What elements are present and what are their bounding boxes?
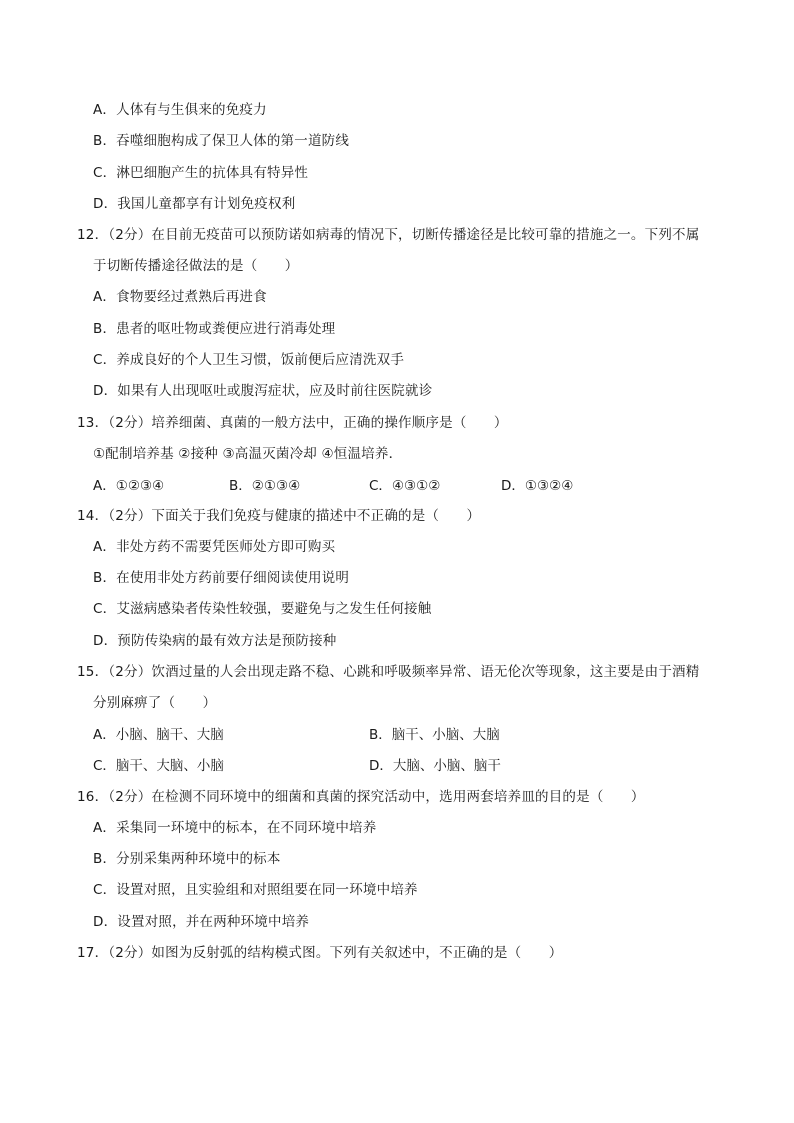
- q15-option-d: D．大脑、小脑、脑干: [369, 758, 501, 774]
- q12-stem-line2: 于切断传播途径做法的是（ ）: [93, 258, 299, 274]
- q12-option-d: D．如果有人出现呕吐或腹泻症状，应及时前往医院就诊: [93, 383, 433, 399]
- q16-option-c: C．设置对照，且实验组和对照组要在同一环境中培养: [93, 882, 418, 898]
- q11-option-d: D．我国儿童都享有计划免疫权利: [93, 196, 296, 212]
- q16-stem: 16．（2分）在检测不同环境中的细菌和真菌的探究活动中，选用两套培养皿的目的是（ ）: [77, 789, 645, 805]
- q17-stem: 17．（2分）如图为反射弧的结构模式图。下列有关叙述中，不正确的是（ ）: [77, 945, 563, 961]
- q12-option-b: B．患者的呕吐物或粪便应进行消毒处理: [93, 321, 336, 337]
- q15-stem-line2: 分别麻痹了（ ）: [93, 695, 217, 711]
- q11-option-c: C．淋巴细胞产生的抗体具有特异性: [93, 165, 309, 181]
- q13-stem: 13．（2分）培养细菌、真菌的一般方法中，正确的操作顺序是（ ）: [77, 415, 508, 431]
- q13-steps: ①配制培养基 ②接种 ③高温灭菌冷却 ④恒温培养．: [93, 446, 403, 462]
- q14-option-a: A．非处方药不需要凭医师处方即可购买: [93, 539, 336, 555]
- q14-option-d: D．预防传染病的最有效方法是预防接种: [93, 633, 337, 649]
- q11-option-b: B．吞噬细胞构成了保卫人体的第一道防线: [93, 133, 350, 149]
- q16-option-b: B．分别采集两种环境中的标本: [93, 851, 281, 867]
- q12-stem-line1: 12．（2分）在目前无疫苗可以预防诺如病毒的情况下，切断传播途径是比较可靠的措施之一。下列不属: [77, 227, 700, 243]
- q15-stem-line1: 15．（2分）饮酒过量的人会出现走路不稳、心跳和呼吸频率异常、语无伦次等现象，这主要是由于酒精: [77, 664, 700, 680]
- q13-option-b: B．②①③④: [229, 478, 301, 494]
- q11-option-a: A．人体有与生俱来的免疫力: [93, 102, 267, 118]
- q15-option-c: C．脑干、大脑、小脑: [93, 758, 224, 774]
- q13-option-a: A．①②③④: [93, 478, 165, 494]
- q14-option-b: B．在使用非处方药前要仔细阅读使用说明: [93, 570, 350, 586]
- q12-option-a: A．食物要经过煮熟后再进食: [93, 289, 267, 305]
- q12-option-c: C．养成良好的个人卫生习惯，饭前便后应清洗双手: [93, 352, 405, 368]
- q14-stem: 14．（2分）下面关于我们免疫与健康的描述中不正确的是（ ）: [77, 508, 481, 524]
- q15-option-b: B．脑干、小脑、大脑: [369, 727, 500, 743]
- q16-option-d: D．设置对照，并在两种环境中培养: [93, 914, 310, 930]
- q13-option-d: D．①③②④: [501, 478, 574, 494]
- q14-option-c: C．艾滋病感染者传染性较强，要避免与之发生任何接触: [93, 601, 432, 617]
- q13-option-c: C．④③①②: [369, 478, 441, 494]
- q15-option-a: A．小脑、脑干、大脑: [93, 727, 224, 743]
- q16-option-a: A．采集同一环境中的标本，在不同环境中培养: [93, 820, 377, 836]
